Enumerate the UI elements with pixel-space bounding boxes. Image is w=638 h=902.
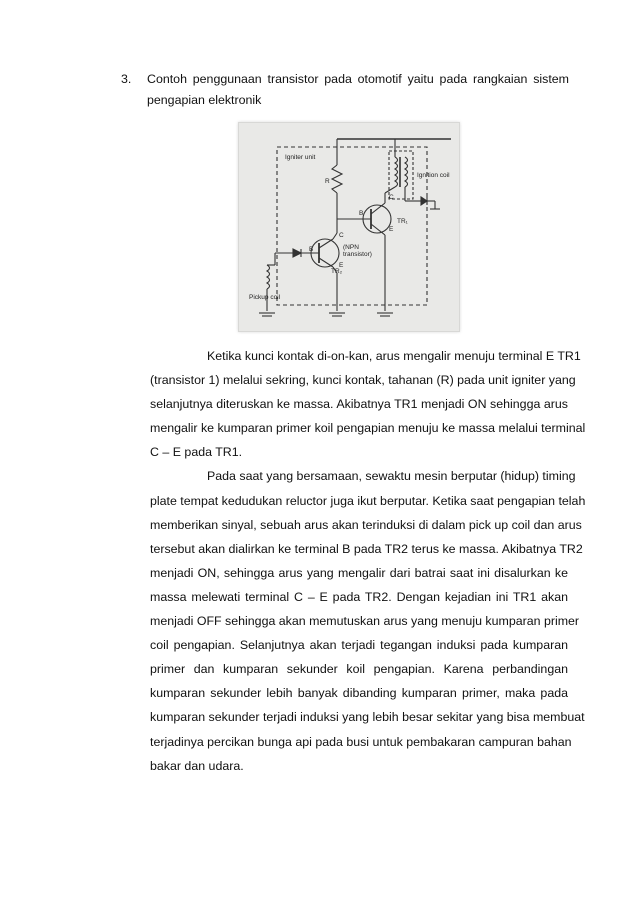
- list-item-text: [147, 69, 569, 111]
- paragraph-line: (transistor 1) melalui sekring, kunci kontak, tahanan (R) pada unit igniter yang: [150, 373, 576, 388]
- paragraph-line: primer dan kumparan sekunder koil pengapian. Karena perbandingan: [150, 662, 568, 677]
- label-npn-line2: transistor): [343, 251, 372, 258]
- label-c-lower: C: [339, 232, 344, 239]
- label-tr2: TR₂: [331, 268, 343, 275]
- label-pickup-coil: Pickup coil: [249, 294, 281, 301]
- list-item-line-1: Contoh penggunaan transistor pada otomotif yaitu pada rangkaian sistem: [147, 72, 569, 86]
- paragraph-line: kumparan sekunder terjadi induksi yang lebih besar sekitar yang bisa membuat: [150, 710, 585, 725]
- paragraph-line: coil pengapian. Selanjutnya akan terjadi tegangan induksi pada kumparan: [150, 638, 568, 653]
- label-igniter-unit: Igniter unit: [285, 154, 316, 161]
- primary-coil: [395, 157, 398, 187]
- label-npn-line1: (NPN: [343, 244, 359, 251]
- paragraph-line: massa melewati terminal C – E pada TR2. Dengan kejadian ini TR1 akan: [150, 589, 568, 604]
- label-c-upper: C: [389, 194, 394, 201]
- ignition-circuit-diagram: [238, 122, 460, 332]
- paragraph-line: C – E pada TR1.: [150, 445, 243, 460]
- paragraph-line: bakar dan udara.: [150, 758, 244, 773]
- label-resistor: R: [325, 178, 330, 185]
- ignition-coil-box: [389, 151, 413, 199]
- resistor-symbol: [332, 165, 342, 193]
- paragraph-line: plate tempat kedudukan reluctor juga ikut berputar. Ketika saat pengapian telah: [150, 493, 586, 508]
- paragraph-1: [150, 344, 586, 464]
- paragraph-line: menjadi ON, sehingga arus yang mengalir dari batrai saat ini disalurkan ke: [150, 565, 568, 580]
- paragraph-line: selanjutnya diteruskan ke massa. Akibatnya TR1 menjadi ON sehingga arus: [150, 397, 568, 412]
- label-tr1: TR₁: [397, 218, 408, 225]
- list-item-line-2: pengapian elektronik: [147, 93, 262, 107]
- list-number: 3.: [121, 72, 132, 86]
- paragraph-line: Pada saat yang bersamaan, sewaktu mesin berputar (hidup) timing: [207, 469, 576, 484]
- paragraph-line: mengalir ke kumparan primer koil pengapian menuju ke massa melalui terminal: [150, 421, 586, 436]
- ground-symbols: [259, 313, 393, 316]
- pickup-coil-symbol: [267, 265, 270, 289]
- paragraph-2: [150, 464, 586, 777]
- label-e-lower: E: [339, 262, 344, 269]
- label-e-upper: E: [389, 226, 394, 233]
- paragraph-line: tersebut akan dialirkan ke terminal B pada TR2 terus ke massa. Akibatnya TR2: [150, 541, 583, 556]
- paragraph-line: menjadi OFF sehingga akan memutuskan arus yang menuju kumparan primer: [150, 614, 580, 629]
- paragraph-line: Ketika kunci kontak di-on-kan, arus mengalir menuju terminal E TR1: [207, 349, 581, 363]
- label-ignition-coil: Ignition coil: [417, 172, 450, 179]
- diode-symbol: [293, 249, 301, 257]
- paragraph-line: terjadinya percikan bunga api pada busi untuk pembakaran campuran bahan: [150, 734, 572, 749]
- igniter-unit-boundary: [277, 147, 427, 305]
- body-text: [150, 344, 586, 778]
- label-b-upper: B: [359, 210, 364, 217]
- paragraph-line: kumparan sekunder lebih banyak dibanding kumparan primer, maka pada: [150, 686, 568, 701]
- paragraph-line: memberikan sinyal, sebuah arus akan terinduksi di dalam pick up coil dan arus: [150, 517, 582, 532]
- label-b-lower: B: [309, 246, 314, 253]
